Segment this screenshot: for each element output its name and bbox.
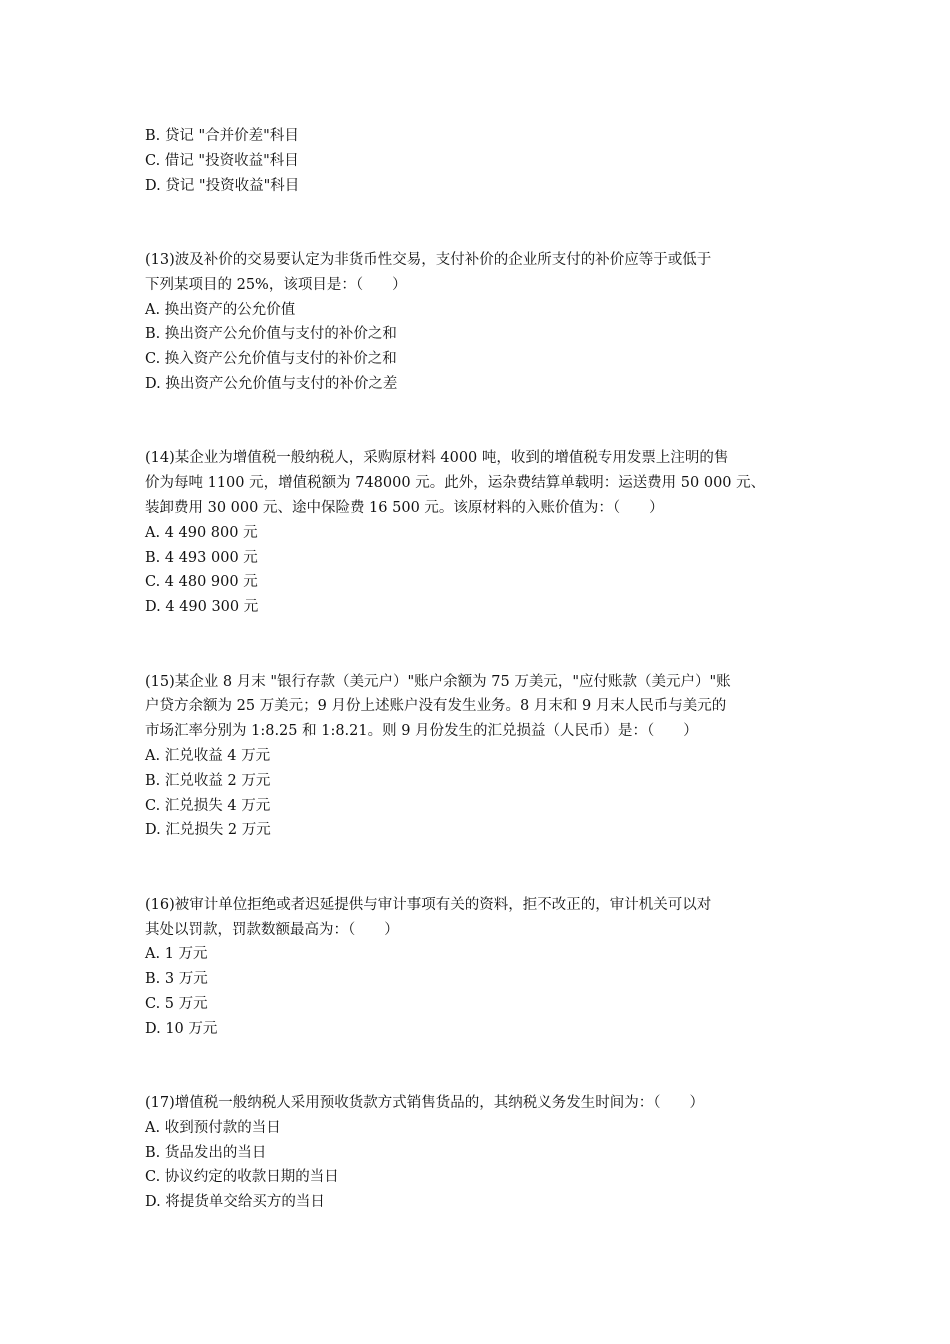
option-c: C. 协议约定的收款日期的当日 — [145, 1169, 339, 1186]
option-b: B. 货品发出的当日 — [145, 1144, 267, 1161]
option-d: D. 10 万元 — [145, 1020, 218, 1037]
option-b: B. 3 万元 — [145, 971, 208, 988]
option-a: A. 换出资产的公允价值 — [145, 301, 296, 318]
question-stem-line: (17)增值税一般纳税人采用预收货款方式销售货品的，其纳税义务发生时间为：（ ） — [145, 1095, 705, 1112]
question-stem-line: 价为每吨 1100 元，增值税额为 748000 元。此外，运杂费结算单载明：运送费用 50 000 元、 — [145, 475, 766, 492]
spacer — [145, 843, 825, 893]
option-d: D. 将提货单交给买方的当日 — [145, 1194, 325, 1211]
question-17 — [145, 1091, 825, 1215]
option-d: D. 汇兑损失 2 万元 — [145, 822, 271, 839]
option-c: C. 换入资产公允价值与支付的补价之和 — [145, 351, 397, 368]
question-13 — [145, 248, 825, 397]
spacer — [145, 1041, 825, 1091]
question-stem-line: 户贷方余额为 25 万美元；9 月份上述账户没有发生业务。8 月末和 9 月末人民币与美元的 — [145, 698, 727, 715]
option-c: C. 4 480 900 元 — [145, 574, 258, 591]
option-d: D. 换出资产公允价值与支付的补价之差 — [145, 375, 398, 392]
option-a: A. 汇兑收益 4 万元 — [145, 747, 271, 764]
option-a: A. 1 万元 — [145, 946, 208, 963]
option-a: A. 4 490 800 元 — [145, 524, 258, 541]
option-b: B. 换出资产公允价值与支付的补价之和 — [145, 326, 397, 343]
question-15 — [145, 670, 825, 844]
option-d: D. 4 490 300 元 — [145, 599, 259, 616]
continued-options — [145, 124, 825, 198]
spacer — [145, 620, 825, 670]
option-c: C. 汇兑损失 4 万元 — [145, 797, 271, 814]
spacer — [145, 397, 825, 447]
option-c: C. 5 万元 — [145, 995, 208, 1012]
option-c: C. 借记 "投资收益"科目 — [145, 152, 299, 169]
option-b: B. 汇兑收益 2 万元 — [145, 772, 271, 789]
question-stem-line: (13)波及补价的交易要认定为非货币性交易，支付补价的企业所支付的补价应等于或低于 — [145, 251, 712, 268]
question-14 — [145, 446, 825, 620]
option-b: B. 贷记 "合并价差"科目 — [145, 128, 299, 144]
question-stem-line: (16)被审计单位拒绝或者迟延提供与审计事项有关的资料，拒不改正的，审计机关可以对 — [145, 896, 712, 913]
question-stem-line: 下列某项目的 25%，该项目是：（ ） — [145, 276, 407, 293]
question-stem-line: 市场汇率分别为 1:8.25 和 1:8.21。则 9 月份发生的汇兑损益（人民币）是：（ ） — [145, 723, 698, 740]
option-d: D. 贷记 "投资收益"科目 — [145, 177, 300, 194]
question-stem-line: 其处以罚款，罚款数额最高为：（ ） — [145, 921, 399, 938]
option-a: A. 收到预付款的当日 — [145, 1119, 281, 1136]
question-stem-line: (15)某企业 8 月末 "银行存款（美元户）"账户余额为 75 万美元，"应付账款（美元户）"账 — [145, 673, 731, 690]
question-stem-line: 装卸费用 30 000 元、途中保险费 16 500 元。该原材料的入账价值为：（ ） — [145, 499, 664, 516]
spacer — [145, 198, 825, 248]
question-16 — [145, 893, 825, 1042]
option-b: B. 4 493 000 元 — [145, 549, 258, 566]
page-content — [145, 124, 825, 1215]
question-stem-line: (14)某企业为增值税一般纳税人，采购原材料 4000 吨，收到的增值税专用发票上注明的售 — [145, 450, 729, 467]
